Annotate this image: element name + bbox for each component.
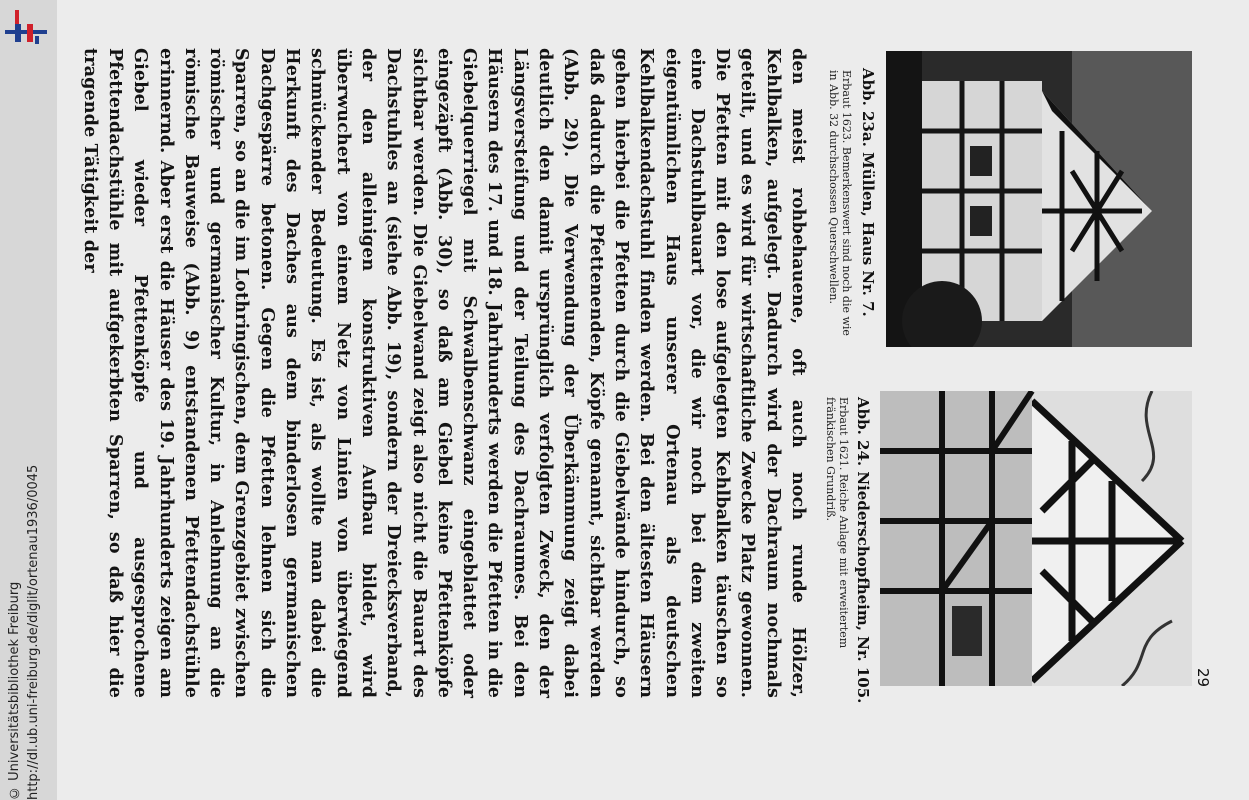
figure-a-title: Abb. 23a. Müllen, Haus Nr. 7.: [859, 68, 877, 317]
viewer-sidebar: [0, 0, 58, 800]
photo-niederschopfheim-house: [880, 391, 1192, 686]
body-text: [79, 48, 811, 698]
copyright-notice: © Universitätsbibliothek Freiburg: [7, 581, 22, 800]
body-paragraph: den meist rohbehauene, oft auch noch runde Hölzer, Kehlbalken, aufgelegt. Dadurch wird der Dachraum nochmals geteilt, und es wird für wirtschaftliche Zwecke Platz gewonnen. Die Pfetten mit den lose aufgelegten Kehlbalken täuschen so eine Dachstuhlbauart vor, die wir noch bei dem zweiten eigentümlichen Haus unserer Ortenau als deutschen Kehlbalkendachstuhl finden werden. Bei den ältesten Häusern gehen hierbei die Pfetten durch die Giebelwände hindurch, so daß dadurch die Pfettenenden, Köpfe genannt, sichtbar werden (Abb. 29). Die Verwendung der Überkämmung zeigt dabei deutlich den damit ursprünglich verfolgten Zweck, den der Längsversteifung und der Teilung des Dachraumes. Bei den Häusern des 17. und 18. Jahrhunderts werden die Pfetten in die Giebelquerriegel mit Schwalbenschwanz eingeblattet oder eingezäpft (Abb. 30), so daß am Giebel keine Pfettenköpfe sichtbar werden. Die Giebelwand zeigt also nicht die Bauart des Dachstuhles an (siehe Abb. 19), sondern der Dreiecksverband, der den alleinigen konstruktiven Aufbau bildet, wird überwuchert von einem Netz von Linien von überwiegend schmückender Bedeutung. Es ist, als wollte man dabei die Herkunft des Daches aus dem binderlosen germanischen Dachgespärre betonen. Gegen die Pfetten lehnen sich die Sparren, so an die im Lothringischen, dem Grenzgebiet zwischen römischer und germanischer Kultur, in Anlehnung an die römische Bauweise (Abb. 9) entstandenen Pfettendachstühle erinnernd. Aber erst die Häuser des 19. Jahrhunderts zeigen am Giebel wieder Pfettenköpfe und ausgesprochene Pfettendachstühle mit aufgekerbten Sparren, so daß hier die tragende Tätigkeit der: [79, 48, 809, 698]
figure-b-title: Abb. 24. Niederschopfheim, Nr. 105.: [854, 397, 872, 704]
photo-muellen-house: [886, 51, 1192, 347]
page-number: 29: [1194, 668, 1212, 688]
rotated-page-content: [57, 0, 1249, 800]
figure-a-caption: Erbaut 1623. Bemerkenswert sind noch die wie in Abb. 32 durchschossen Querschwellen.: [827, 70, 853, 336]
scanned-page: [57, 0, 1249, 800]
figure-b-caption: Erbaut 1621. Reiche Anlage mit erweitertem fränkischen Grundriß.: [824, 397, 850, 649]
document-url[interactable]: http://dl.ub.uni-freiburg.de/diglit/ortenau1936/0045: [26, 464, 41, 800]
